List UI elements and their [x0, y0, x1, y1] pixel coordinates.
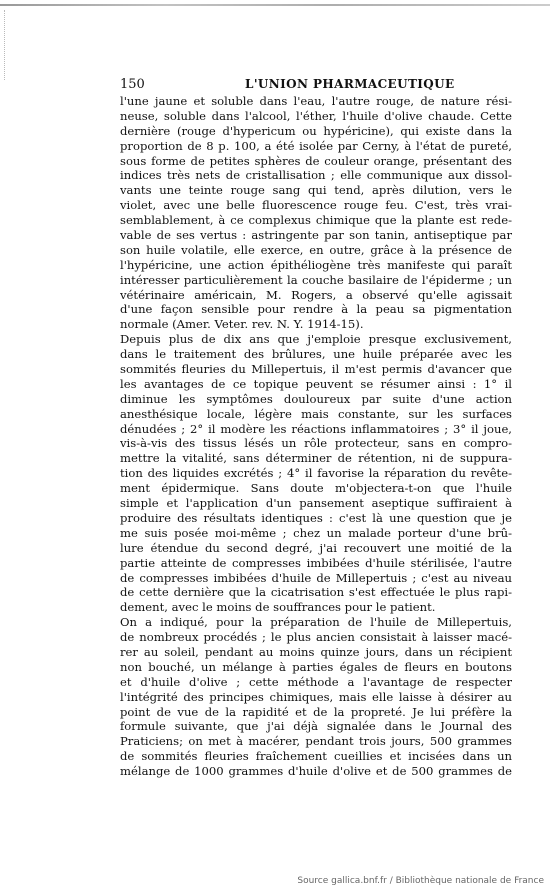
text-line: tion des liquides excrétés ; 4° il favorise la réparation du revête- — [120, 466, 512, 481]
page-top-edge — [0, 4, 550, 6]
body-text — [120, 94, 512, 779]
page-header — [120, 77, 512, 93]
text-line: dénudées ; 2° il modère les réactions inflammatoires ; 3° il joue, — [120, 421, 512, 436]
text-line: vable de ses vertus : astringente par son tanin, antiseptique par — [120, 228, 512, 243]
text-line: point de vue de la rapidité et de la propreté. Je lui préfère la — [120, 704, 512, 719]
text-line: dans le traitement des brûlures, une huile préparée avec les — [120, 347, 512, 362]
text-line: de sommités fleuries fraîchement cueillies et incisées dans un — [120, 749, 512, 764]
text-line: diminue les symptômes douloureux par suite d'une action — [120, 391, 512, 406]
text-line: lure étendue du second degré, j'ai recouvert une moitié de la — [120, 540, 512, 555]
text-line: non bouché, un mélange à parties égales de fleurs en boutons — [120, 659, 512, 674]
text-line: dernière (rouge d'hypericum ou hypéricine), qui existe dans la — [120, 123, 512, 138]
page-left-edge-marks — [4, 10, 17, 80]
text-line: mettre la vitalité, sans déterminer de rétention, ni de suppura- — [120, 451, 512, 466]
page-number: 150 — [120, 77, 145, 92]
text-line: normale (Amer. Veter. rev. N. Y. 1914-15). — [120, 317, 364, 332]
text-line: semblablement, à ce complexus chimique que la plante est rede- — [120, 213, 512, 228]
text-line: formule suivante, que j'ai déjà signalée dans le Journal des — [120, 719, 512, 734]
text-line: produire des résultats identiques : c'est là une question que je — [120, 510, 512, 525]
text-line: Praticiens; on met à macérer, pendant trois jours, 500 grammes — [120, 734, 512, 749]
text-line: ment épidermique. Sans doute m'objectera-t-on que l'huile — [120, 481, 512, 496]
text-line: intéresser particulièrement la couche basilaire de l'épiderme ; un — [120, 272, 512, 287]
text-line: neuse, soluble dans l'alcool, l'éther, l'huile d'olive chaude. Cette — [120, 108, 512, 123]
text-line: vis-à-vis des tissus lésés un rôle protecteur, sans en compro- — [120, 436, 512, 451]
text-line: de nombreux procédés ; le plus ancien consistait à laisser macé- — [120, 630, 512, 645]
text-line: proportion de 8 p. 100, a été isolée par Cerny, à l'état de pureté, — [120, 138, 512, 153]
text-line: dement, avec le moins de souffrances pour le patient. — [120, 600, 436, 615]
text-line: On a indiqué, pour la préparation de l'huile de Millepertuis, — [120, 615, 512, 630]
text-line: me suis posée moi-même ; chez un malade porteur d'une brû- — [120, 525, 512, 540]
text-line: l'une jaune et soluble dans l'eau, l'autre rouge, de nature rési- — [120, 94, 512, 108]
text-line: les avantages de ce topique peuvent se résumer ainsi : 1° il — [120, 376, 512, 391]
text-line: rer au soleil, pendant au moins quinze jours, dans un récipient — [120, 644, 512, 659]
text-line: l'intégrité des principes chimiques, mais elle laisse à désirer au — [120, 689, 512, 704]
text-line: et d'huile d'olive ; cette méthode a l'avantage de respecter — [120, 674, 512, 689]
text-line: partie atteinte de compresses imbibées d'huile stérilisée, l'autre — [120, 555, 512, 570]
text-line: sommités fleuries du Millepertuis, il m'est permis d'avancer que — [120, 362, 512, 377]
text-line: d'une façon sensible pour rendre à la peau sa pigmentation — [120, 302, 512, 317]
text-line: l'hypéricine, une action épithéliogène très manifeste qui paraît — [120, 257, 512, 272]
text-line: vants une teinte rouge sang qui tend, après dilution, vers le — [120, 183, 512, 198]
source-credit: Source gallica.bnf.fr / Bibliothèque nationale de France — [297, 876, 544, 886]
text-line: indices très nets de cristallisation ; elle communique aux dissol- — [120, 168, 512, 183]
text-line: simple et l'application d'un pansement aseptique suffiraient à — [120, 496, 512, 511]
running-title: L'UNION PHARMACEUTIQUE — [245, 77, 455, 91]
text-line: Depuis plus de dix ans que j'emploie presque exclusivement, — [120, 332, 512, 347]
text-line: son huile volatile, elle exerce, en outre, grâce à la présence de — [120, 242, 512, 257]
text-line: sous forme de petites sphères de couleur orange, présentant des — [120, 153, 512, 168]
text-line: de cette dernière que la cicatrisation s'est effectuée le plus rapi- — [120, 585, 512, 600]
text-line: anesthésique locale, légère mais constante, sur les surfaces — [120, 406, 512, 421]
text-line: violet, avec une belle fluorescence rouge feu. C'est, très vrai- — [120, 198, 512, 213]
text-line: de compresses imbibées d'huile de Millepertuis ; c'est au niveau — [120, 570, 512, 585]
text-line: vétérinaire américain, M. Rogers, a observé qu'elle agissait — [120, 287, 512, 302]
text-line: mélange de 1000 grammes d'huile d'olive et de 500 grammes de — [120, 764, 512, 779]
